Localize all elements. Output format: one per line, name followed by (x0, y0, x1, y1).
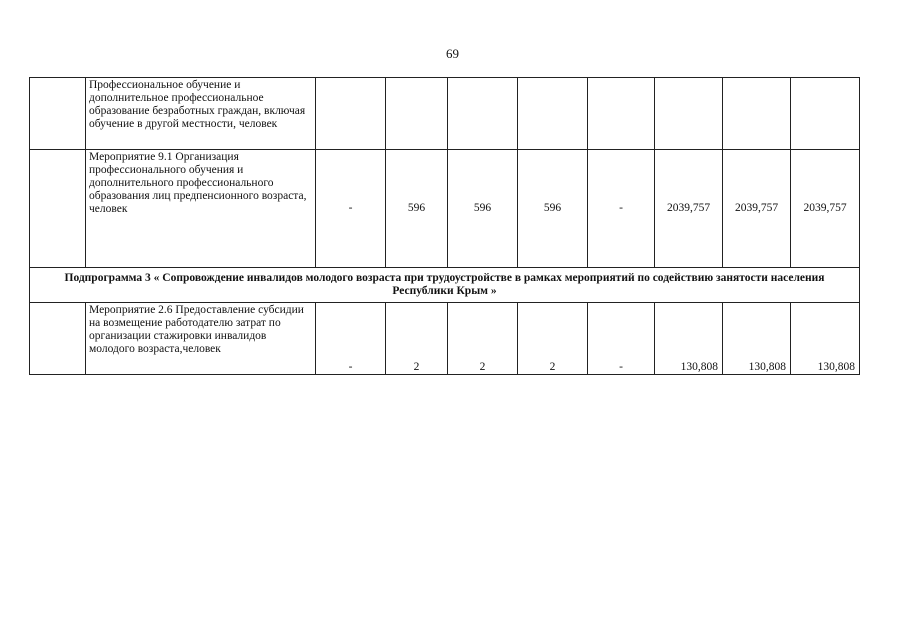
table-row (30, 303, 860, 375)
value-cell (518, 78, 588, 150)
value-cell (588, 78, 655, 150)
value-cell (723, 78, 791, 150)
value-cell (791, 78, 860, 150)
value-cell (316, 78, 386, 150)
row-description: Мероприятие 2.6 Предоставление субсидии на возмещение работодателю затрат по организации стажировки инвалидов молодого возраста,человек (86, 303, 316, 375)
data-table (29, 77, 860, 375)
table-row (30, 150, 860, 268)
value-cell: 130,808 (791, 303, 860, 375)
index-cell (30, 150, 86, 268)
value-cell: 596 (448, 150, 518, 268)
index-cell (30, 303, 86, 375)
value-cell: 596 (518, 150, 588, 268)
value-cell: 2039,757 (723, 150, 791, 268)
value-cell: - (316, 150, 386, 268)
row-description: Мероприятие 9.1 Организация профессионального обучения и дополнительного профессионального образования лиц предпенсионного возраста, человек (86, 150, 316, 268)
value-cell: 596 (386, 150, 448, 268)
value-cell: - (588, 303, 655, 375)
value-cell: 130,808 (723, 303, 791, 375)
subprogram-heading: Подпрограмма 3 « Сопровождение инвалидов молодого возраста при трудоустройстве в рамках мероприятий по содействию занятости населения Республики Крым » (30, 268, 860, 303)
value-cell: - (316, 303, 386, 375)
row-description: Профессиональное обучение и дополнительное профессиональное образование безработных граждан, включая обучение в другой местности, человек (86, 78, 316, 150)
value-cell: 2039,757 (791, 150, 860, 268)
value-cell (448, 78, 518, 150)
index-cell (30, 78, 86, 150)
value-cell: - (588, 150, 655, 268)
value-cell: 2039,757 (655, 150, 723, 268)
value-cell: 130,808 (655, 303, 723, 375)
value-cell (655, 78, 723, 150)
value-cell: 2 (386, 303, 448, 375)
page-number: 69 (446, 46, 459, 61)
value-cell (386, 78, 448, 150)
value-cell: 2 (448, 303, 518, 375)
subprogram-heading-row (30, 268, 860, 303)
table-row (30, 78, 860, 150)
value-cell: 2 (518, 303, 588, 375)
